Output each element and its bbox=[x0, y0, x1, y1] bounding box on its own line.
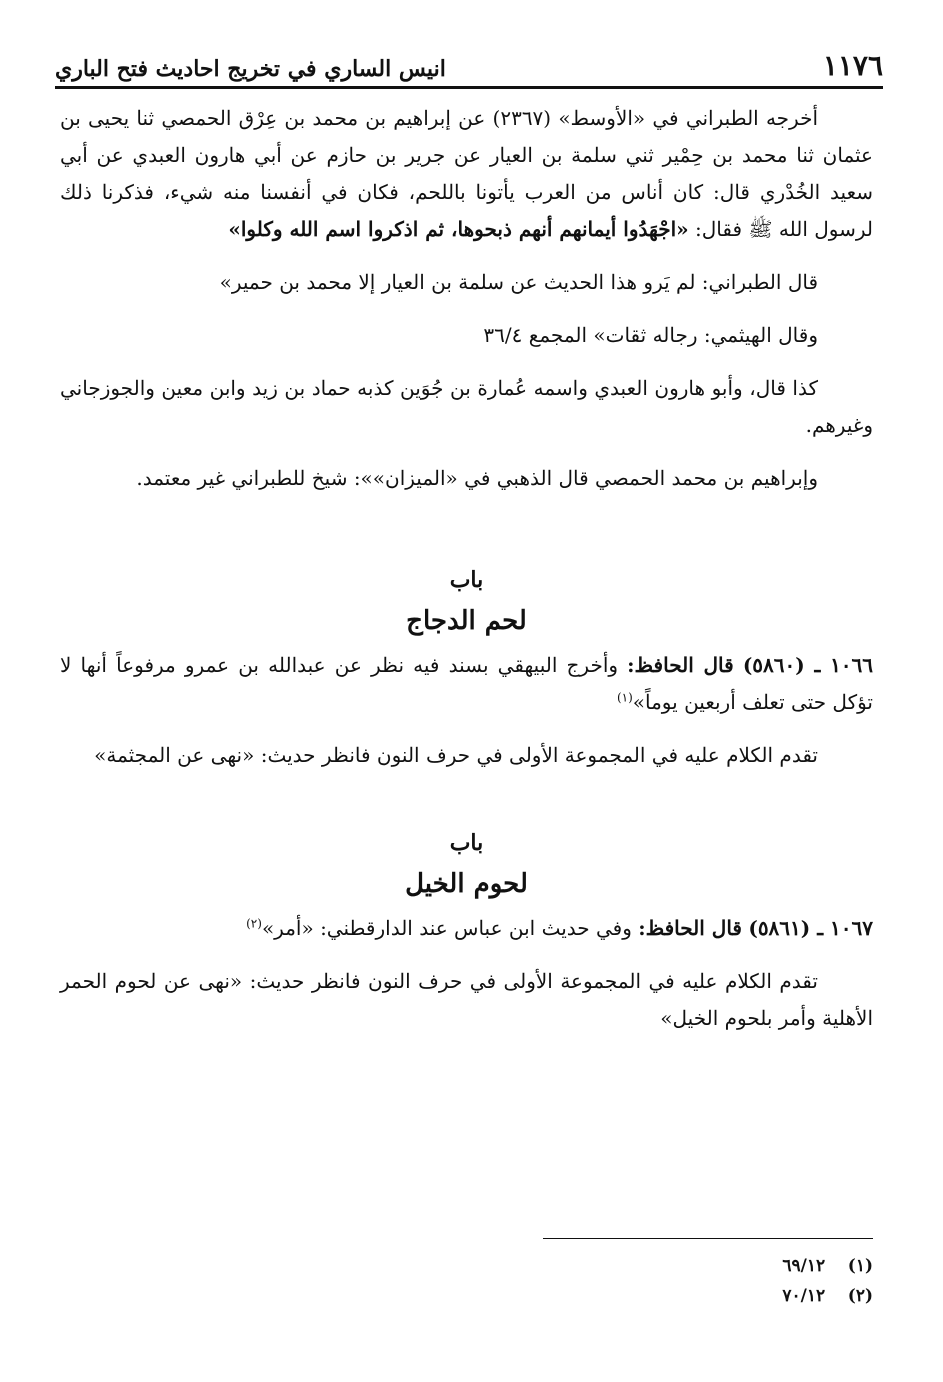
hadith-number: ١٠٦٧ ـ (٥٨٦١) bbox=[748, 916, 873, 940]
running-title: انيس الساري في تخريج احاديث فتح الباري bbox=[55, 56, 446, 82]
section-bab-label: باب bbox=[449, 830, 484, 856]
footnote-ref: (٢) bbox=[246, 916, 262, 931]
hafiz-label: قال الحافظ: bbox=[627, 653, 734, 677]
footnote-mark: (٢) bbox=[847, 1286, 873, 1306]
footnote-separator bbox=[543, 1238, 873, 1239]
paragraph-tabarani: قال الطبراني: لم يَرو هذا الحديث عن سلمة بن العيار إلا محمد بن حمير» bbox=[219, 270, 818, 294]
section-title: لحوم الخيل bbox=[405, 869, 528, 899]
hadith-entry bbox=[60, 910, 873, 947]
section-bab-label: باب bbox=[449, 567, 484, 593]
section-title: لحم الدجاج bbox=[406, 606, 527, 636]
footnotes bbox=[60, 1238, 873, 1311]
paragraph-dhahabi: وإبراهيم بن محمد الحمصي قال الذهبي في «الميزان»»: شيخ للطبراني غير معتمد. bbox=[136, 466, 818, 490]
page-body bbox=[60, 100, 873, 1053]
footnote-text: ٦٩/١٢ bbox=[782, 1256, 826, 1276]
footnote-item bbox=[60, 1251, 873, 1281]
paragraph-takhrij bbox=[60, 100, 873, 248]
paragraph-text: أخرجه الطبراني في «الأوسط» (٢٣٦٧) عن إبراهيم بن محمد بن عِرْق الحمصي ثنا يحيى بن عثمان ثنا محمد بن حِمْير ثني سلمة بن العيار عن جرير بن حازم عن أبي هارون العبدي عن أبي سعيد الخُدْري قال: كان أناس من العرب يأتونا باللحم، فكان في أنفسنا منه شيء، فذكرنا ذلك لرسول الله ﷺ فقال: bbox=[60, 106, 873, 241]
paragraph-critique: كذا قال، وأبو هارون العبدي واسمه عُمارة بن جُوَين كذبه حماد بن زيد وابن معين والجوزجاني وغيرهم. bbox=[60, 376, 873, 437]
hadith-quote: «اجْهَدُوا أيمانهم أنهم ذبحوها، ثم اذكروا اسم الله وكلوا» bbox=[228, 217, 689, 241]
page-header bbox=[55, 42, 883, 89]
hadith-number: ١٠٦٦ ـ (٥٨٦٠) bbox=[742, 653, 874, 677]
footnote-item bbox=[60, 1281, 873, 1311]
footnote-mark: (١) bbox=[847, 1256, 873, 1276]
footnote-ref: (١) bbox=[616, 690, 633, 705]
paragraph-note: تقدم الكلام عليه في المجموعة الأولى في حرف النون فانظر حديث: «نهى عن لحوم الحمر الأهلية وأمر بلحوم الخيل» bbox=[60, 969, 873, 1030]
hadith-text: وأخرج البيهقي بسند فيه نظر عن عبدالله بن عمرو مرفوعاً أنها لا تؤكل حتى تعلف أربعين يوماً» bbox=[60, 653, 873, 714]
hafiz-label: قال الحافظ: bbox=[638, 916, 742, 940]
page-number: ١١٧٦ bbox=[822, 49, 883, 82]
paragraph-haythami: وقال الهيثمي: رجاله ثقات» المجمع ٣٦/٤ bbox=[483, 323, 818, 347]
hadith-entry bbox=[60, 647, 873, 721]
paragraph-note: تقدم الكلام عليه في المجموعة الأولى في حرف النون فانظر حديث: «نهى عن المجثمة» bbox=[94, 743, 818, 767]
hadith-text: وفي حديث ابن عباس عند الدارقطني: «أمر» bbox=[261, 916, 639, 940]
footnote-text: ٧٠/١٢ bbox=[782, 1286, 826, 1306]
